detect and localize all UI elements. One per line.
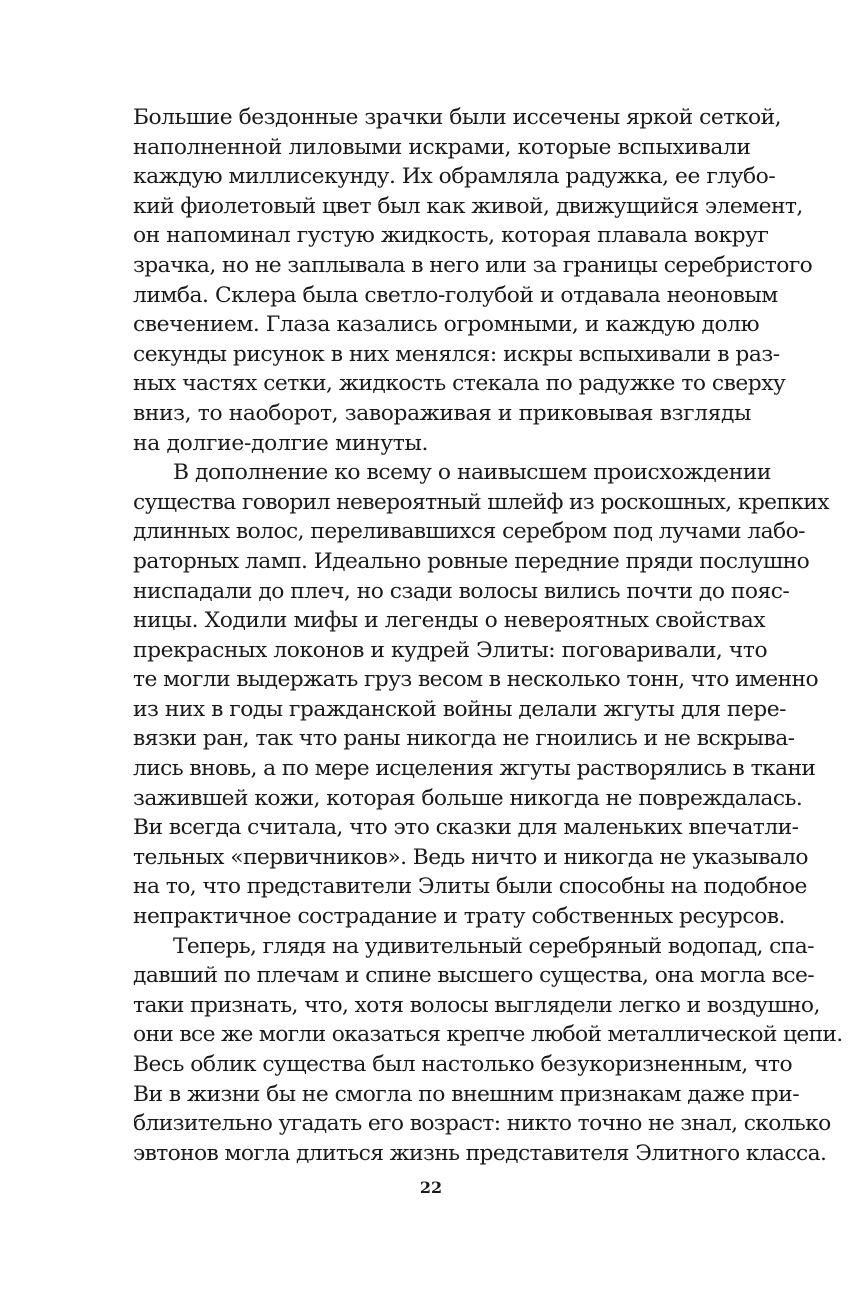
text-line: каждую миллисекунду. Их обрамляла радужка, ее глубо- — [133, 164, 776, 190]
text-line: ниспадали до плеч, но сзади волосы вились почти до пояс- — [133, 578, 790, 604]
text-line: существа говорил невероятный шлейф из роскошных, крепких — [133, 489, 829, 515]
text-line: на долгие-долгие минуты. — [133, 430, 429, 456]
text-line: он напоминал густую жидкость, которая плавала вокруг — [133, 223, 769, 249]
text-line: В дополнение ко всему о наивысшем происхождении — [173, 460, 771, 486]
text-line: наполненной лиловыми искрами, которые вспыхивали — [133, 134, 751, 160]
page-number: 22 — [419, 1178, 443, 1197]
body-text — [133, 103, 843, 1168]
text-line: Большие бездонные зрачки были иссечены яркой сеткой, — [133, 105, 782, 130]
text-line: прекрасных локонов и кудрей Элиты: поговаривали, что — [133, 637, 768, 663]
text-line: вниз, то наоборот, завораживая и приковывая взгляды — [133, 400, 751, 426]
text-line: зрачка, но не заплывала в него или за границы серебристого — [133, 252, 813, 278]
text-line: тельных «первичников». Ведь ничто и никогда не указывало — [133, 844, 808, 870]
text-line: таки признать, что, хотя волосы выглядели легко и воздушно, — [133, 992, 820, 1018]
text-line: на то, что представители Элиты были способны на подобное — [133, 874, 807, 900]
text-line: они все же могли оказаться крепче любой металлической цепи. — [133, 1022, 843, 1048]
text-line: Ви всегда считала, что это сказки для маленьких впечатли- — [133, 815, 799, 841]
text-line: Весь облик существа был настолько безукоризненным, что — [133, 1052, 793, 1077]
text-line: ницы. Ходили мифы и легенды о невероятных свойствах — [133, 608, 766, 634]
text-line: зажившей кожи, которая больше никогда не повреждалась. — [133, 785, 803, 811]
text-line: кий фиолетовый цвет был как живой, движущийся элемент, — [133, 193, 803, 219]
text-line: раторных ламп. Идеально ровные передние пряди послушно — [133, 548, 810, 574]
text-line: Теперь, глядя на удивительный серебряный водопад, спа- — [173, 933, 814, 959]
text-line: лись вновь, а по мере исцеления жгуты растворялись в ткани — [133, 756, 816, 782]
text-line: эвтонов могла длиться жизнь представителя Элитного класса. — [133, 1140, 827, 1166]
text-line: те могли выдержать груз весом в несколько тонн, что именно — [133, 667, 818, 693]
text-line: вязки ран, так что раны никогда не гноились и не вскрыва- — [133, 726, 795, 752]
text-line: свечением. Глаза казались огромными, и каждую долю — [133, 312, 760, 338]
text-line: из них в годы гражданской войны делали жгуты для пере- — [133, 696, 786, 722]
text-line: ных частях сетки, жидкость стекала по радужке то сверху — [133, 371, 786, 397]
text-line: Ви в жизни бы не смогла по внешним признакам даже при- — [133, 1081, 800, 1107]
text-line: давший по плечам и спине высшего существа, она могла все- — [133, 963, 815, 989]
text-line: близительно угадать его возраст: никто точно не знал, сколько — [133, 1111, 831, 1137]
text-line: непрактичное сострадание и трату собственных ресурсов. — [133, 904, 785, 930]
text-line: секунды рисунок в них менялся: искры вспыхивали в раз- — [133, 341, 780, 367]
text-line: лимба. Склера была светло-голубой и отдавала неоновым — [133, 282, 778, 308]
text-line: длинных волос, переливавшихся серебром под лучами лабо- — [133, 519, 805, 545]
